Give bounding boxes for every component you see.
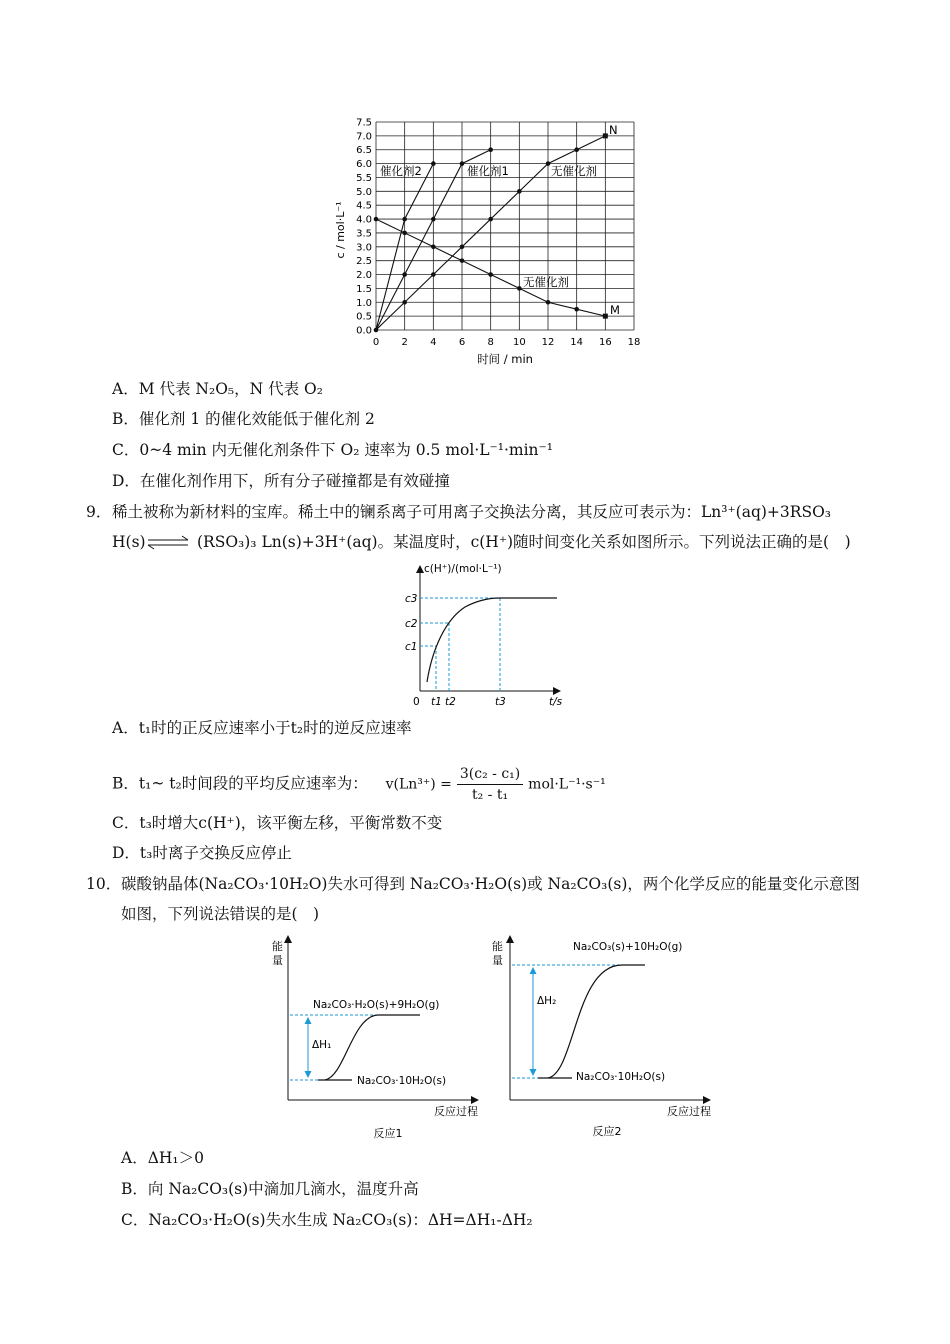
q9-stem-line1: 稀土被称为新材料的宝库。稀土中的镧系离子可用离子交换法分离，其反应可表示为：Ln³⁺(aq)+3RSO₃ — [112, 503, 831, 521]
tick-t3: t3 — [495, 696, 506, 708]
q9-option-d: D．t₃时离子交换反应停止 — [112, 844, 292, 862]
data-point — [374, 217, 379, 222]
q9-option-b — [112, 764, 606, 805]
data-point — [546, 300, 551, 305]
h-ion-concentration-chart — [0, 560, 950, 710]
q8-option-d: D．在催化剂作用下，所有分子碰撞都是有效碰撞 — [112, 472, 450, 490]
data-point — [574, 307, 579, 312]
d1-top-label: Na₂CO₃·H₂O(s)+9H₂O(g) — [313, 999, 440, 1011]
y-tick-label: 5.5 — [356, 172, 372, 184]
data-point — [488, 147, 493, 152]
q9-number: 9． — [86, 503, 112, 521]
energy-diagram-2 — [492, 936, 711, 1138]
y-tick-label: 6.5 — [356, 145, 372, 157]
q10-option-c: C．Na₂CO₃·H₂O(s)失水生成 Na₂CO₃(s)：ΔH=ΔH₁-ΔH₂ — [121, 1211, 533, 1229]
q9-stem-line2-right: (RSO₃)₃ Ln(s)+3H⁺(aq)。某温度时，c(H⁺)随时间变化关系如图所示。下列说法正确的是( ) — [197, 533, 851, 551]
label-no-catalyst-up: 无催化剂 — [551, 164, 597, 178]
q9-option-b-denominator: t₂ - t₁ — [471, 787, 509, 803]
y-tick-label: 1.0 — [356, 297, 372, 309]
q9-stem-line2-left: H(s) — [112, 533, 146, 551]
data-point — [488, 272, 493, 277]
d2-xlabel: 反应过程 — [667, 1105, 711, 1118]
q10-number: 10． — [86, 875, 122, 893]
q9-option-b-lhs: v(Ln³⁺) = — [385, 776, 452, 793]
q9-option-b-fraction — [457, 764, 523, 805]
x-tick-label: 18 — [627, 337, 641, 348]
label-no-catalyst-down: 无催化剂 — [523, 275, 569, 289]
x-tick-label: 4 — [430, 337, 437, 348]
x-tick-label: 6 — [458, 337, 466, 348]
y-tick-label: 0.5 — [356, 311, 372, 323]
equilibrium-arrow-icon — [144, 534, 194, 554]
data-point — [431, 245, 436, 250]
x-tick-label: 8 — [487, 337, 494, 348]
tick-t2: t2 — [445, 696, 456, 708]
chart1-ylabel: c / mol·L⁻¹ — [334, 201, 347, 259]
data-point — [460, 258, 465, 263]
tick-c2: c2 — [405, 618, 418, 630]
d2-dh-label: ΔH₂ — [537, 995, 557, 1007]
d2-caption: 反应2 — [592, 1125, 622, 1138]
y-tick-label: 7.5 — [356, 117, 372, 129]
y-tick-label: 3.5 — [356, 228, 372, 240]
q10-stem-line2: 如图，下列说法错误的是( ) — [121, 905, 320, 923]
tick-c3: c3 — [405, 593, 418, 605]
y-tick-label: 1.5 — [356, 283, 372, 295]
d2-top-label: Na₂CO₃(s)+10H₂O(g) — [573, 941, 683, 953]
d2-bottom-label: Na₂CO₃·10H₂O(s) — [576, 1071, 666, 1083]
energy-diagram-1 — [272, 936, 478, 1140]
data-point — [374, 328, 379, 333]
chart2-xlabel: t/s — [549, 696, 563, 708]
q9-option-b-numerator: 3(c₂ - c₁) — [457, 764, 523, 785]
d1-xlabel: 反应过程 — [434, 1105, 478, 1118]
x-tick-label: 10 — [512, 337, 526, 348]
q8-option-c: C．0~4 min 内无催化剂条件下 O₂ 速率为 0.5 mol·L⁻¹·min⁻¹ — [112, 441, 553, 459]
data-point — [431, 161, 436, 166]
data-point — [431, 272, 436, 277]
data-point — [546, 161, 551, 166]
d1-ylabel-1: 能 — [272, 940, 283, 953]
d1-ylabel-2: 量 — [272, 954, 283, 967]
d2-ylabel-1: 能 — [492, 940, 503, 953]
y-tick-label: 5.0 — [356, 186, 372, 198]
label-M: M — [610, 303, 620, 317]
q10-stem-line1: 碳酸钠晶体(Na₂CO₃·10H₂O)失水可得到 Na₂CO₃·H₂O(s)或 Na₂CO₃(s)，两个化学反应的能量变化示意图 — [121, 875, 860, 893]
data-point — [517, 286, 522, 291]
d1-dh-label: ΔH₁ — [312, 1039, 332, 1051]
chart2-ylabel: c(H⁺)/(mol·L⁻¹) — [424, 563, 502, 575]
data-point — [603, 314, 608, 319]
y-tick-label: 3.0 — [356, 242, 372, 254]
y-tick-label: 7.0 — [356, 131, 372, 143]
data-point — [402, 217, 407, 222]
y-tick-label: 2.0 — [356, 270, 372, 282]
data-point — [431, 217, 436, 222]
d2-ylabel-2: 量 — [492, 954, 503, 967]
data-point — [488, 217, 493, 222]
q8-option-a: A．M 代表 N₂O₅，N 代表 O₂ — [112, 380, 323, 398]
data-point — [517, 189, 522, 194]
h-ion-curve — [427, 598, 557, 682]
q10-option-b: B．向 Na₂CO₃(s)中滴加几滴水，温度升高 — [121, 1180, 419, 1198]
chart2-origin: 0 — [413, 696, 420, 708]
y-tick-label: 2.5 — [356, 256, 372, 268]
data-point — [603, 133, 608, 138]
label-catalyst1: 催化剂1 — [467, 164, 509, 178]
d1-caption: 反应1 — [373, 1127, 403, 1140]
tick-t1: t1 — [431, 696, 442, 708]
q10-option-a: A．ΔH₁＞0 — [121, 1149, 204, 1167]
data-point — [402, 300, 407, 305]
y-tick-label: 0.0 — [356, 325, 372, 337]
data-point — [402, 231, 407, 236]
label-N: N — [609, 123, 618, 137]
q9-option-b-prefix: B．t₁~ t₂时间段的平均反应速率为： — [112, 774, 368, 793]
x-tick-label: 2 — [401, 337, 408, 348]
chart1-xlabel: 时间 / min — [477, 352, 533, 366]
d1-curve — [318, 1015, 420, 1080]
x-tick-label: 14 — [570, 337, 584, 348]
x-tick-label: 0 — [372, 337, 380, 348]
q9-option-a: A．t₁时的正反应速率小于t₂时的逆反应速率 — [112, 719, 412, 737]
d1-bottom-label: Na₂CO₃·10H₂O(s) — [357, 1075, 447, 1087]
data-point — [574, 147, 579, 152]
concentration-time-chart — [0, 0, 950, 380]
data-point — [460, 161, 465, 166]
data-point — [460, 245, 465, 250]
q9-option-b-unit: mol·L⁻¹·s⁻¹ — [528, 776, 606, 793]
x-tick-label: 12 — [541, 337, 555, 348]
y-tick-label: 4.0 — [356, 214, 372, 226]
y-tick-label: 6.0 — [356, 159, 372, 171]
y-tick-label: 4.5 — [356, 200, 372, 212]
q8-option-b: B．催化剂 1 的催化效能低于催化剂 2 — [112, 410, 375, 428]
label-catalyst2: 催化剂2 — [380, 164, 422, 178]
x-tick-label: 16 — [598, 337, 612, 348]
d2-curve — [538, 965, 645, 1078]
tick-c1: c1 — [405, 641, 418, 653]
data-point — [402, 272, 407, 277]
q9-option-c: C．t₃时增大c(H⁺)，该平衡左移，平衡常数不变 — [112, 814, 443, 832]
energy-diagrams — [0, 928, 950, 1148]
